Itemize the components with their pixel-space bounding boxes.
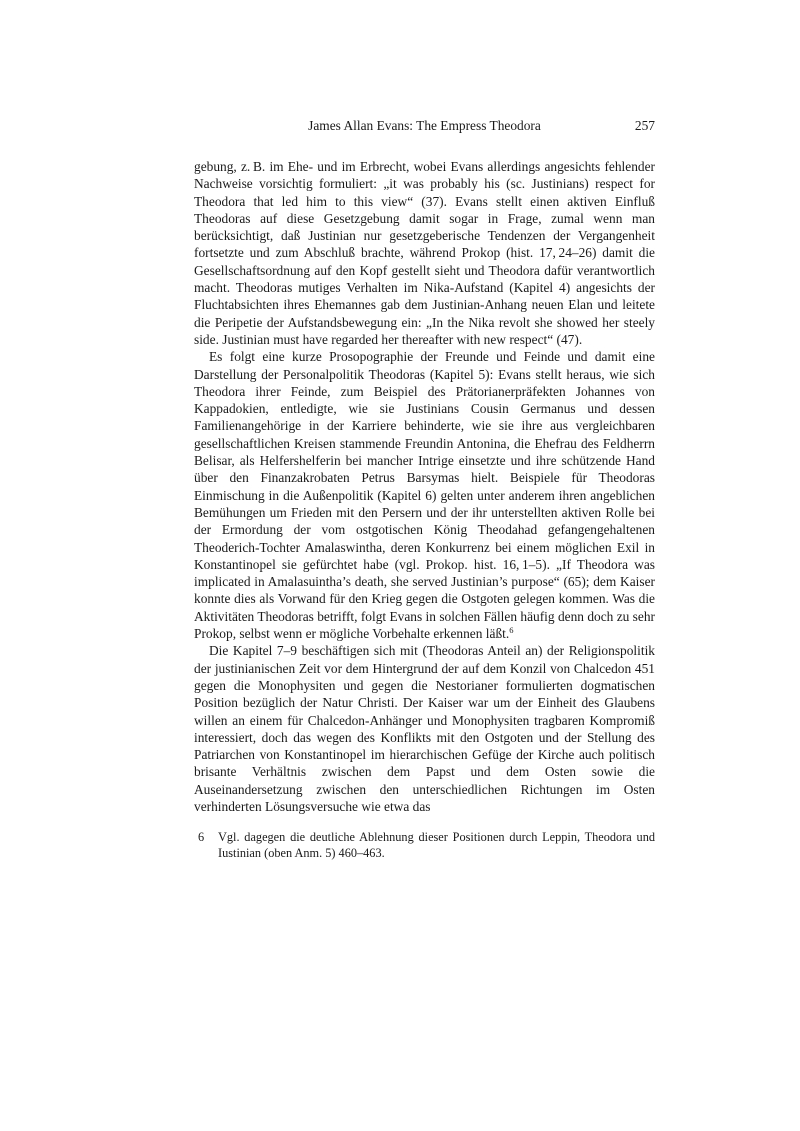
footnote-text: Vgl. dagegen die deutliche Ablehnung dieser Positionen durch Leppin, Theodora und Iustinian (oben Anm. 5) 460–463.: [218, 830, 655, 861]
paragraph-2: [194, 348, 655, 642]
paragraph-3: [194, 642, 655, 815]
paragraph-1-text: gebung, z. B. im Ehe- und im Erbrecht, wobei Evans allerdings angesichts fehlender Nachweise vorsichtig formuliert: „it was probably his (sc. Justinians) respect for Theodora that led him to this view“ (37). Evans stellt einen aktiven Einfluß Theodoras auf diese Gesetzgebung damit sogar in Frage, zumal wenn man berücksichtigt, daß Justinian nur gesetzgeberische Tendenzen der Vergangenheit fortsetzte und zum Abschluß brachte, während Prokop (hist. 17, 24–26) damit die Gesellschaftsordnung auf den Kopf gestellt sieht und Theodora dafür verantwortlich macht. Theodoras mutiges Verhalten im Nika-Aufstand (Kapitel 4) angesichts der Fluchtabsichten ihres Ehemannes gab dem Justinian-Anhang neuen Elan und leitete die Peripetie der Aufstandsbewegung ein: „In the Nika revolt she showed her steely side. Justinian must have regarded her thereafter with new respect“ (47).: [194, 159, 655, 347]
footnote-number: 6: [198, 830, 205, 845]
paragraph-1: [194, 158, 655, 348]
document-page: [194, 118, 655, 862]
running-header: [194, 118, 655, 136]
footnote-reference[interactable]: 6: [509, 625, 514, 636]
paragraph-3-text: Die Kapitel 7–9 beschäftigen sich mit (Theodoras Anteil an) der Religionspolitik der justinianischen Zeit vor dem Hintergrund der auf dem Konzil von Chalcedon 451 gegen die Monophysiten und gegen die Nestorianer formulierten dogmatischen Position bezüglich der Natur Christi. Der Kaiser war um der Einheit des Glaubens willen an einem für Chalcedon-Anhänger und Monophysiten tragbaren Kompromiß interessiert, doch das wegen des Konflikts mit den Ostgoten und der Stellung des Patriarchen von Konstantinopel im hierarchischen Gefüge der Kirche auch politisch brisante Verhältnis zwischen dem Papst und dem Osten sowie die Auseinandersetzung zwischen den unterschiedlichen Richtungen im Osten verhinderten Lösungsversuche wie etwa das: [194, 643, 655, 814]
running-title: James Allan Evans: The Empress Theodora: [308, 118, 541, 133]
page-number: 257: [634, 118, 655, 133]
footnote: [194, 829, 655, 861]
paragraph-2-text: Es folgt eine kurze Prosopographie der Freunde und Feinde und damit eine Darstellung der Personalpolitik Theodoras (Kapitel 5): Evans stellt heraus, wie sich Theodora ihrer Feinde, zum Beispiel des Prätorianerpräfekten Johannes von Kappadokien, entledigte, wie sie Justinians Cousin Germanus und dessen Familienangehörige in der Karriere behinderte, wie sie ihre aus vergleichbaren gesellschaftlichen Kreisen stammende Freundin Antonina, die Ehefrau des Feldherrn Belisar, als Helfershelferin bei mancher Intrige einsetzte und ihre schützende Hand über den Finanzakrobaten Petrus Barsymas hielt. Beispiele für Theodoras Einmischung in die Außenpolitik (Kapitel 6) gelten unter anderem ihren angeblichen Bemühungen um Frieden mit den Persern und der ihr unterstellten aktiven Rolle bei der Ermordung der vom ostgotischen König Theodahad gefangengehaltenen Theoderich-Tochter Amalaswintha, deren Konkurrenz bei einem möglichen Exil in Konstantinopel sie gefürchtet habe (vgl. Prokop. hist. 16, 1–5). „If Theodora was implicated in Amalasuintha’s death, she served Justinian’s purpose“ (65); dem Kaiser konnte dies als Vorwand für den Krieg gegen die Ostgoten gelegen kommen. Was die Aktivitäten Theodoras betrifft, folgt Evans in solchen Fällen häufig denn doch zu sehr Prokop, selbst wenn er mögliche Vorbehalte erkennen läßt.: [194, 349, 655, 642]
body-text: [194, 158, 655, 815]
